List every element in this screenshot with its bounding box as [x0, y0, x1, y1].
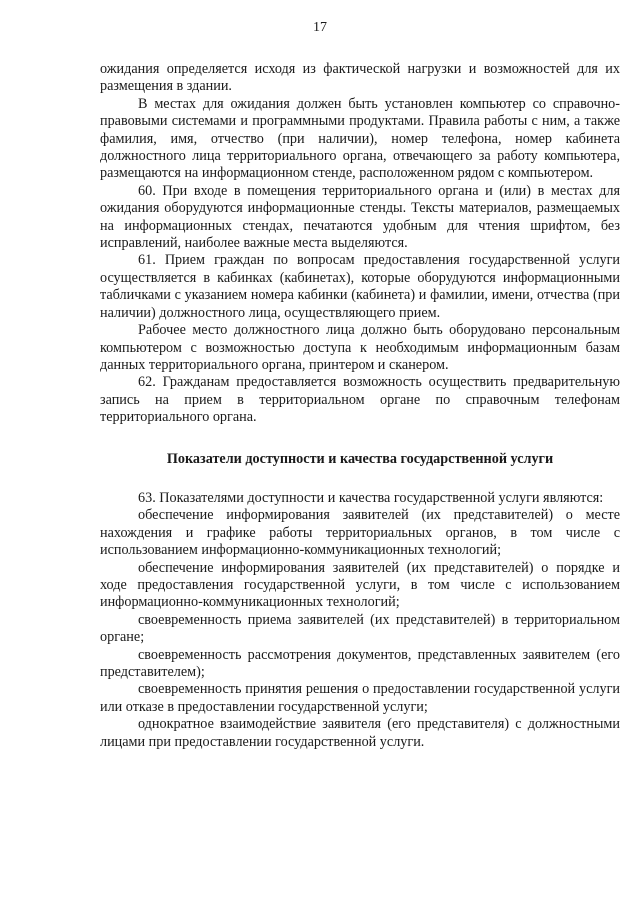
- paragraph: своевременность рассмотрения документов, представленных заявителем (его представителем);: [100, 646, 620, 680]
- paragraph: своевременность принятия решения о предоставлении государственной услуги или отказе в предоставлении государственной услуги;: [100, 681, 620, 715]
- paragraph: Рабочее место должностного лица должно быть оборудовано персональным компьютером с возможностью доступа к необходимым информационным базам данных территориального органа, принтером и сканером.: [100, 322, 620, 373]
- page-number: 17: [313, 20, 327, 35]
- paragraph: 63. Показателями доступности и качества государственной услуги являются:: [138, 489, 604, 506]
- paragraph: В местах для ожидания должен быть установлен компьютер со справочно-правовыми системами и программными продуктами. Правила работы с ним, а также фамилия, имя, отчество (при наличии), номер телефона, номер кабинета должностного лица территориального органа, отвечающего за работу компьютера, размещаются на информационном стенде, расположенном рядом с компьютером.: [100, 95, 620, 182]
- paragraph: обеспечение информирования заявителей (их представителей) о порядке и ходе предоставления государственной услуги, в том числе с использованием информационно-коммуникационных технологий;: [100, 559, 620, 611]
- section-heading: Показатели доступности и качества государственной услуги: [166, 450, 554, 467]
- paragraph: 61. Прием граждан по вопросам предоставления государственной услуги осуществляется в кабинках (кабинетах), которые оборудуются информационными табличками с указанием номера кабинки (кабинета) и фамилии, имени, отчества (при наличии) должностного лица, осуществляющего прием.: [100, 252, 620, 321]
- paragraphs-after: [100, 490, 620, 751]
- paragraph: 62. Гражданам предоставляется возможность осуществить предварительную запись на прием в территориальном органе по справочным телефонам территориального органа.: [100, 374, 620, 426]
- paragraphs-before: [100, 61, 620, 427]
- paragraph: однократное взаимодействие заявителя (его представителя) с должностными лицами при предоставлении государственной услуги.: [100, 716, 620, 750]
- paragraph: ожидания определяется исходя из фактической нагрузки и возможностей для их размещения в здании.: [100, 61, 620, 95]
- paragraph: обеспечение информирования заявителей (их представителей) о месте нахождения и графике работы территориальных органов, в том числе с использованием информационно-коммуникационных технологий;: [100, 507, 620, 559]
- paragraph: своевременность приема заявителей (их представителей) в территориальном органе;: [100, 611, 620, 646]
- paragraph: 60. При входе в помещения территориального органа и (или) в местах для ожидания оборудуются информационные стенды. Тексты материалов, размещаемых на информационных стендах, печатаются удобным для чтения шрифтом, без исправлений, наиболее важные места выделяются.: [100, 182, 620, 252]
- document-body: [100, 61, 620, 751]
